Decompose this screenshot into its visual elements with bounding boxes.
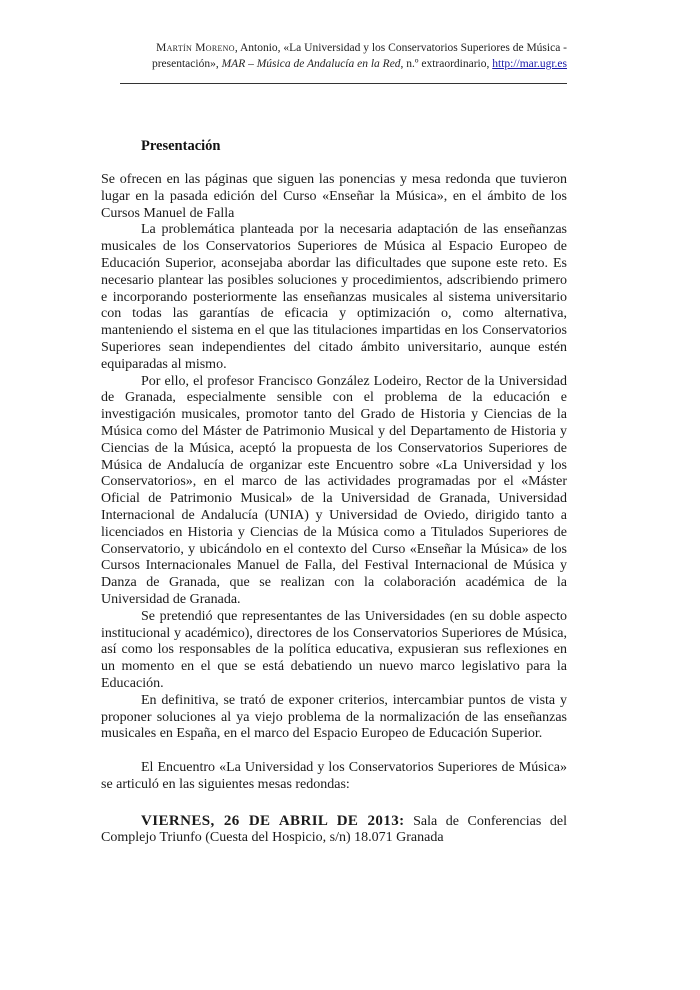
session-info xyxy=(101,813,567,848)
paragraph: Se pretendió que representantes de las Universidades (en su doble aspecto institucional y académico), directores de los Conservatorios Superiores de Música, así como los responsables de la política educativa, expusieran sus reflexiones en un momento en el que se está debatiendo un nuevo marco legislativo para la Educación. xyxy=(101,608,567,691)
running-header xyxy=(100,40,567,72)
paragraph: Se ofrecen en las páginas que siguen las ponencias y mesa redonda que tuvieron lugar en la pasada edición del Curso «Enseñar la Música», en el ámbito de los Cursos Manuel de Falla xyxy=(101,172,567,221)
header-line-1 xyxy=(100,40,567,56)
header-citation-part-3: , n.º extraordinario, xyxy=(400,58,490,70)
header-divider xyxy=(120,83,567,84)
journal-url-link[interactable]: http://mar.ugr.es xyxy=(492,58,567,70)
paragraph: El Encuentro «La Universidad y los Conservatorios Superiores de Música» se articuló en las siguientes mesas redondas: xyxy=(101,760,567,792)
paragraph: La problemática planteada por la necesaria adaptación de las enseñanzas musicales de los Conservatorios Superiores de Música al Espacio Europeo de Educación Superior, aconsejaba abordar las dificultades que supone este reto. Es necesario plantear las posibles soluciones y procedimientos, adscribiendo primero e incorporando posteriormente las enseñanzas musicales al sistema universitario con todas las garantías de eficacia y optimización o, como alternativa, manteniendo el sistema en el que las titulaciones impartidas en los Conservatorios Superiores sean independientes del citado ámbito universitario, aunque estén equiparadas al mismo. xyxy=(101,222,567,372)
section-title: Presentación xyxy=(141,138,221,154)
author-name: Martín Moreno xyxy=(156,42,235,54)
body-text xyxy=(101,172,567,847)
paragraph: En definitiva, se trató de exponer criterios, intercambiar puntos de vista y proponer soluciones al ya viejo problema de la normalización de las enseñanzas musicales en España, en el marco del Espacio Europeo de Educación Superior. xyxy=(101,692,567,742)
session-place: Sala de Conferencias del Complejo Triunfo (Cuesta del Hospicio, s/n) 18.071 Granada xyxy=(101,813,567,846)
session-date: VIERNES, 26 DE ABRIL DE 2013: xyxy=(141,812,405,829)
header-line-2 xyxy=(100,56,567,72)
header-citation-part-2: presentación», xyxy=(151,58,219,70)
journal-title: MAR – Música de Andalucía en la Red xyxy=(221,58,401,70)
header-citation-part-1: , Antonio, «La Universidad y los Conservatorios Superiores de Música - xyxy=(234,42,567,54)
paragraph: Por ello, el profesor Francisco González Lodeiro, Rector de la Universidad de Granada, especialmente sensible con el problema de la educación e investigación musicales, promotor tanto del Grado de Historia y Ciencias de la Música como del Máster de Patrimonio Musical y del Departamento de Historia y Ciencias de la Música, aceptó la propuesta de los Conservatorios Superiores de Música de Andalucía de organizar este Encuentro sobre «La Universidad y los Conservatorios», en el marco de las actividades programadas por el «Máster Oficial de Patrimonio Musical» de la Universidad de Granada, Universidad Internacional de Andalucía (UNIA) y Universidad de Oviedo, dirigido tanto a licenciados en Historia y Ciencias de la Música como a Titulados Superiores de Conservatorio, y ubicándolo en el contexto del Curso «Enseñar la Música» de los Cursos Internacionales Manuel de Falla, del Festival Internacional de Música y Danza de Granada, que se realizan con la colaboración académica de la Universidad de Granada. xyxy=(101,373,567,607)
